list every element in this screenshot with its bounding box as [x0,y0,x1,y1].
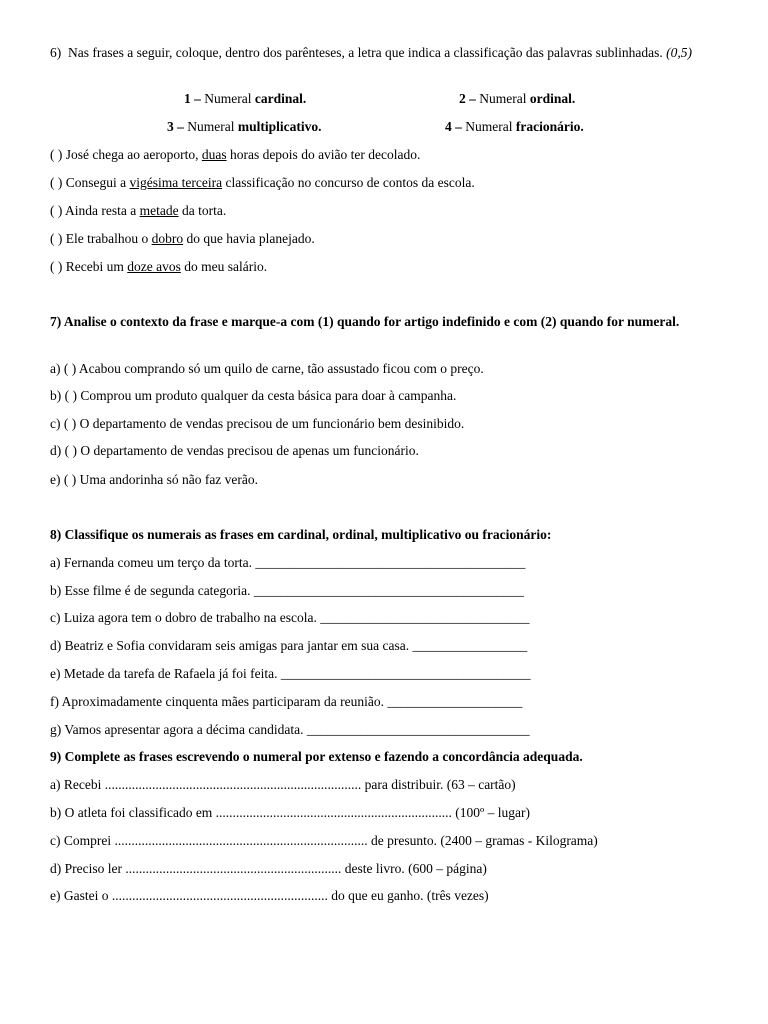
legend-item-4: 4 – Numeral fracionário. [445,119,584,134]
q6-item-4: ( ) Ele trabalhou o dobro do que havia planejado. [50,231,315,246]
q9-item-a: a) Recebi ............................................................................ para distribuir. (63 – cartão) [50,777,516,792]
q9-item-e: e) Gastei o ................................................................ do que eu ganho. (três vezes) [50,888,489,903]
q8-item-c: c) Luiza agora tem o dobro de trabalho na escola. _______________________________ [50,610,530,625]
q9-item-b: b) O atleta foi classificado em ...................................................................... (100º – lugar) [50,805,530,820]
q7-title: 7) Analise o contexto da frase e marque-a com (1) quando for artigo indefinido e com (2) quando for numeral. [50,314,680,329]
q6-instruction [50,44,720,62]
q8-item-d: d) Beatriz e Sofia convidaram seis amigas para jantar em sua casa. _________________ [50,638,528,653]
q6-text: Nas frases a seguir, coloque, dentro dos parênteses, a letra que indica a classificação das palavras sublinhadas. [68,45,663,60]
q8-item-f: f) Aproximadamente cinquenta mães participaram da reunião. ____________________ [50,694,523,709]
legend-item-2: 2 – Numeral ordinal. [459,91,576,106]
q6-item-1: ( ) José chega ao aeroporto, duas horas depois do avião ter decolado. [50,147,421,162]
q7-item-e: e) ( ) Uma andorinha só não faz verão. [50,472,259,487]
q9-item-d: d) Preciso ler ................................................................ deste livro. (600 – página) [50,861,487,876]
q8-item-b: b) Esse filme é de segunda categoria. ________________________________________ [50,583,524,598]
q7-item-b: b) ( ) Comprou um produto qualquer da cesta básica para doar à campanha. [50,388,457,403]
q9-title: 9) Complete as frases escrevendo o numeral por extenso e fazendo a concordância adequada. [50,749,583,764]
legend-item-3: 3 – Numeral multiplicativo. [167,119,322,134]
q8-item-e: e) Metade da tarefa de Rafaela já foi feita. _____________________________________ [50,666,531,681]
q7-item-d: d) ( ) O departamento de vendas precisou de apenas um funcionário. [50,443,419,458]
q8-item-a: a) Fernanda comeu um terço da torta. ________________________________________ [50,555,526,570]
q6-number: 6) [50,45,62,60]
q7-item-a: a) ( ) Acabou comprando só um quilo de carne, tão assustado ficou com o preço. [50,361,484,376]
q6-item-3: ( ) Ainda resta a metade da torta. [50,203,227,218]
q9-item-c: c) Comprei ........................................................................... de presunto. (2400 – gramas - Kilograma) [50,833,598,848]
legend-item-1: 1 – Numeral cardinal. [184,91,307,106]
q6-item-2: ( ) Consegui a vigésima terceira classificação no concurso de contos da escola. [50,175,475,190]
q6-item-5: ( ) Recebi um doze avos do meu salário. [50,259,268,274]
q7-item-c: c) ( ) O departamento de vendas precisou de um funcionário bem desinibido. [50,416,465,431]
q6-points: (0,5) [666,45,692,60]
q8-title: 8) Classifique os numerais as frases em cardinal, ordinal, multiplicativo ou fracionário: [50,527,552,542]
q8-item-g: g) Vamos apresentar agora a décima candidata. _________________________________ [50,722,530,737]
